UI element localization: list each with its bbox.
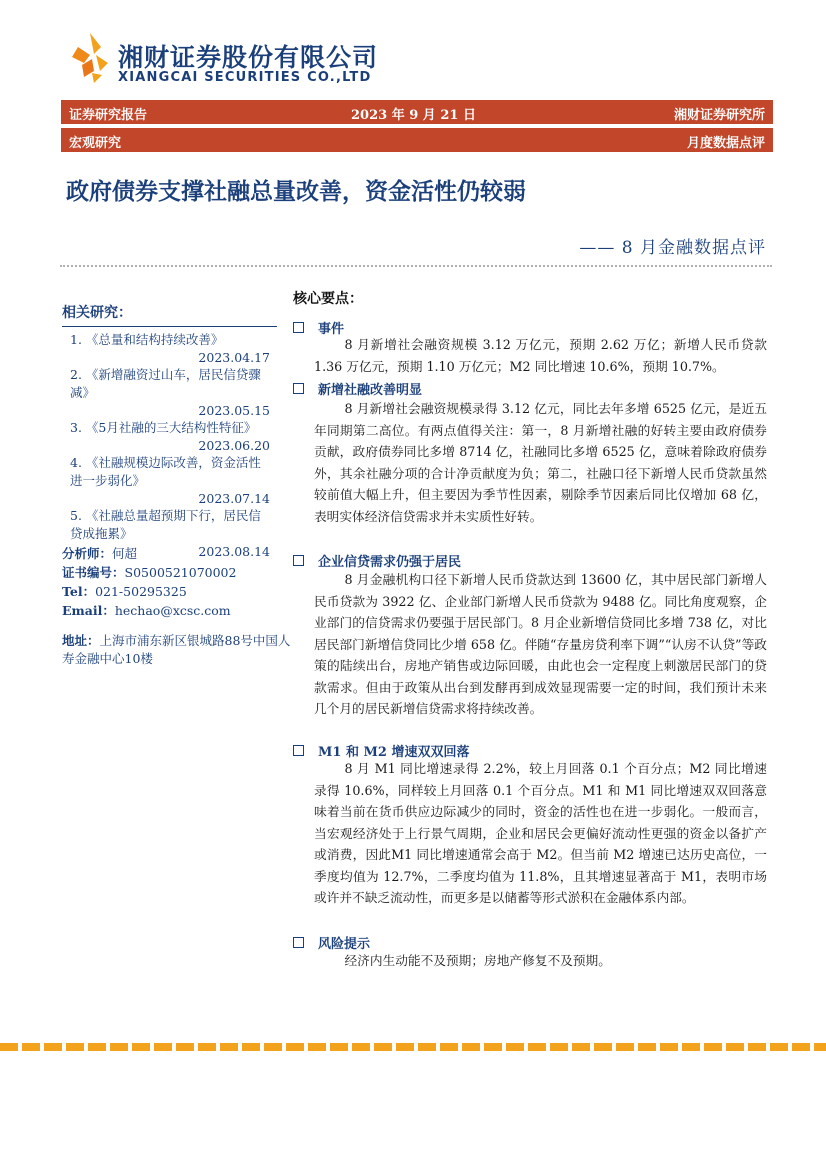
section-heading: 企业信贷需求仍强于居民 bbox=[293, 551, 461, 570]
related-research-date: 2023.06.20 bbox=[198, 438, 270, 453]
report-info-bar bbox=[61, 100, 773, 124]
email-label: Email： bbox=[62, 603, 115, 618]
tel-number: 021-50295325 bbox=[95, 584, 187, 599]
related-research-heading: 相关研究： bbox=[62, 305, 132, 321]
related-research-item[interactable] bbox=[70, 366, 270, 419]
related-research-item[interactable] bbox=[70, 419, 270, 454]
related-research-title: 4. 《社融规模边际改善，资金活性进一步弱化》 bbox=[70, 455, 261, 488]
related-research-title: 3. 《5月社融的三大结构性特征》 bbox=[70, 420, 257, 435]
checkbox-bullet-icon bbox=[293, 322, 304, 333]
related-research-title: 5. 《社融总量超预期下行，居民信贷成拖累》 bbox=[70, 508, 261, 541]
company-logo bbox=[70, 33, 110, 83]
report-date: 2023 年 9 月 21 日 bbox=[351, 108, 476, 123]
related-research-date: 2023.05.15 bbox=[198, 403, 270, 418]
report-series: 月度数据点评 bbox=[686, 136, 765, 151]
report-type: 证券研究报告 bbox=[69, 108, 148, 123]
analyst-info bbox=[62, 544, 282, 620]
related-research-rule bbox=[62, 326, 277, 327]
report-category: 宏观研究 bbox=[69, 136, 122, 151]
section-body: 8 月新增社会融资规模 3.12 万亿元，预期 2.62 万亿；新增人民币贷款 1.36 万亿元，预期 1.10 万亿元；M2 同比增速 10.6%，预期 10.7%。 bbox=[314, 337, 767, 374]
category-bar bbox=[61, 128, 773, 152]
related-research-item[interactable] bbox=[70, 331, 270, 366]
related-research-date: 2023.04.17 bbox=[198, 350, 270, 365]
section-body: 8 月金融机构口径下新增人民币贷款达到 13600 亿，其中居民部门新增人民币贷款为 3922 亿、企业部门新增人民币贷款为 9488 亿。同比角度观察，企业部门的信贷需求仍要强于居民部门。8 月企业新增信贷同比多增 738 亿，对比居民部门新增信贷同比少增 658 亿。伴随“存量房贷利率下调”“认房不认贷”等政策的陆续出台，房地产销售或边际回暖，由此也会一定程度上刺激居民部门的贷款需求。但由于政策从出台到发酵再到成效显现需要一定的时间，我们预计未来几个月的居民新增信贷需求将持续改善。 bbox=[314, 572, 767, 716]
checkbox-bullet-icon bbox=[293, 383, 304, 394]
cert-number: S0500521070002 bbox=[124, 565, 237, 580]
page-subtitle: —— 8 月金融数据点评 bbox=[579, 238, 766, 258]
section-heading: 风险提示 bbox=[293, 933, 370, 952]
section-body: 经济内生动能不及预期；房地产修复不及预期。 bbox=[344, 953, 611, 968]
checkbox-bullet-icon bbox=[293, 937, 304, 948]
related-research-list bbox=[70, 331, 270, 560]
company-name-en: XIANGCAI SECURITIES CO.,LTD bbox=[118, 70, 372, 85]
related-research-date: 2023.08.14 bbox=[198, 544, 270, 559]
related-research-title: 2. 《新增融资过山车，居民信贷骤减》 bbox=[70, 367, 261, 400]
related-research-date: 2023.07.14 bbox=[198, 491, 270, 506]
email-link[interactable]: hechao@xcsc.com bbox=[114, 603, 231, 618]
footer-stripe bbox=[0, 1043, 826, 1051]
tel-label: Tel： bbox=[62, 584, 96, 599]
section-heading: 事件 bbox=[293, 318, 344, 337]
title-divider bbox=[60, 265, 772, 267]
section-body: 8 月新增社会融资规模录得 3.12 亿元，同比去年多增 6525 亿元，是近五年同期第二高位。有两点值得关注：第一，8 月新增社融的好转主要由政府债券贡献，政府债券同比多增 8714 亿，社融同比多增 6525 亿，意味着除政府债券外，其余社融分项的合计净贡献度为负；第二，社融口径下新增人民币贷款虽然较前值大幅上升，但主要因为季节性因素，剔除季节因素后同比仅增加 68 亿，表明实体经济信贷需求并未实质性好转。 bbox=[314, 401, 767, 524]
address-label: 地址： bbox=[62, 633, 100, 648]
related-research-title: 1. 《总量和结构持续改善》 bbox=[70, 332, 224, 347]
section-body: 8 月 M1 同比增速录得 2.2%，较上月回落 0.1 个百分点；M2 同比增速录得 10.6%，同样较上月回落 0.1 个百分点。M1 和 M1 同比增速双双回落意味着当前在货币供应边际减少的同时，资金的活性也在进一步弱化。一般而言，当宏观经济处于上行景气周期，企业和居民会更偏好流动性更强的资金以备扩产或消费，因此M1 同比增速通常会高于 M2。但当前 M2 增速已达历史高位，一季度均值为 12.7%，二季度均值为 11.8%，且其增速显著高于 M1，表明市场或许并不缺乏流动性，而更多是以储蓄等形式淤积在金融体系内部。 bbox=[314, 761, 767, 905]
company-name-cn: 湘财证券股份有限公司 bbox=[118, 43, 379, 72]
analyst-label: 分析师： bbox=[62, 546, 113, 561]
analyst-name: 何超 bbox=[112, 546, 138, 561]
section-heading: 新增社融改善明显 bbox=[293, 379, 422, 398]
address-info bbox=[62, 632, 292, 668]
core-points-heading: 核心要点： bbox=[293, 291, 363, 307]
cert-label: 证书编号： bbox=[62, 565, 125, 580]
section-heading: M1 和 M2 增速双双回落 bbox=[293, 741, 469, 760]
checkbox-bullet-icon bbox=[293, 555, 304, 566]
checkbox-bullet-icon bbox=[293, 745, 304, 756]
institute-name: 湘财证券研究所 bbox=[673, 108, 765, 123]
related-research-item[interactable] bbox=[70, 454, 270, 507]
address-text: 上海市浦东新区银城路88号中国人寿金融中心10楼 bbox=[62, 633, 291, 666]
page-title: 政府债券支撑社融总量改善，资金活性仍较弱 bbox=[66, 179, 526, 205]
